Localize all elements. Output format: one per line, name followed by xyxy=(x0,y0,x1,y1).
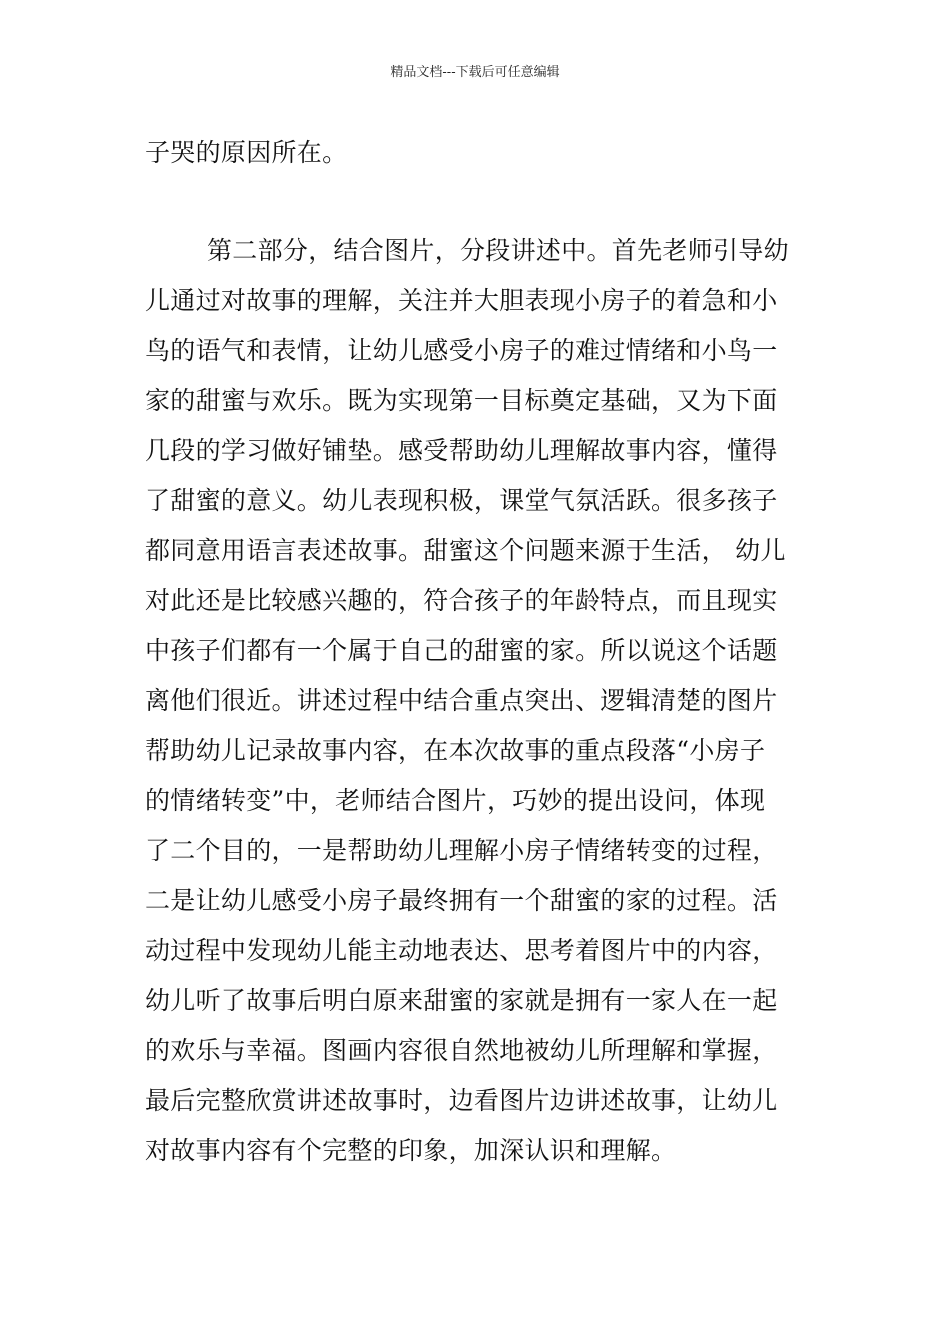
text-line: 最后完整欣赏讲述故事时，边看图片边讲述故事，让幼儿 xyxy=(145,1086,778,1115)
text-line: 二是让幼儿感受小房子最终拥有一个甜蜜的家的过程。活 xyxy=(145,886,778,915)
page-header: 精品文档---下载后可任意编辑 xyxy=(390,65,560,80)
text-line: 家的甜蜜与欢乐。既为实现第一目标奠定基础，又为下面 xyxy=(145,386,778,415)
text-line: 子哭的原因所在。 xyxy=(145,138,348,167)
text-line: 对此还是比较感兴趣的，符合孩子的年龄特点，而且现实 xyxy=(145,586,778,615)
text-line: 离他们很近。讲述过程中结合重点突出、逻辑清楚的图片 xyxy=(145,686,778,715)
text-line: 对故事内容有个完整的印象，加深认识和理解。 xyxy=(145,1136,677,1165)
text-line: 的欢乐与幸福。图画内容很自然地被幼儿所理解和掌握， xyxy=(145,1036,778,1065)
text-line: 儿通过对故事的理解，关注并大胆表现小房子的着急和小 xyxy=(145,286,778,315)
text-line: 幼儿听了故事后明白原来甜蜜的家就是拥有一家人在一起 xyxy=(145,986,778,1015)
paragraph-2 xyxy=(145,226,807,1176)
text-line: 鸟的语气和表情，让幼儿感受小房子的难过情绪和小鸟一 xyxy=(145,336,778,365)
text-line: 了甜蜜的意义。幼儿表现积极，课堂气氛活跃。很多孩子 xyxy=(145,486,778,515)
text-line: 帮助幼儿记录故事内容，在本次故事的重点段落“小房子 xyxy=(145,736,766,765)
text-line: 都同意用语言表述故事。甜蜜这个问题来源于生活， 幼儿 xyxy=(145,536,786,565)
text-line: 第二部分，结合图片，分段讲述中。首先老师引导幼 xyxy=(207,236,789,265)
text-line: 中孩子们都有一个属于自己的甜蜜的家。所以说这个话题 xyxy=(145,636,778,665)
text-line: 动过程中发现幼儿能主动地表达、思考着图片中的内容， xyxy=(145,936,778,965)
text-line: 的情绪转变”中，老师结合图片，巧妙的提出设问，体现 xyxy=(145,786,766,815)
text-line: 了二个目的，一是帮助幼儿理解小房子情绪转变的过程， xyxy=(145,836,778,865)
paragraph-1 xyxy=(145,128,807,178)
text-line: 几段的学习做好铺垫。感受帮助幼儿理解故事内容，懂得 xyxy=(145,436,778,465)
